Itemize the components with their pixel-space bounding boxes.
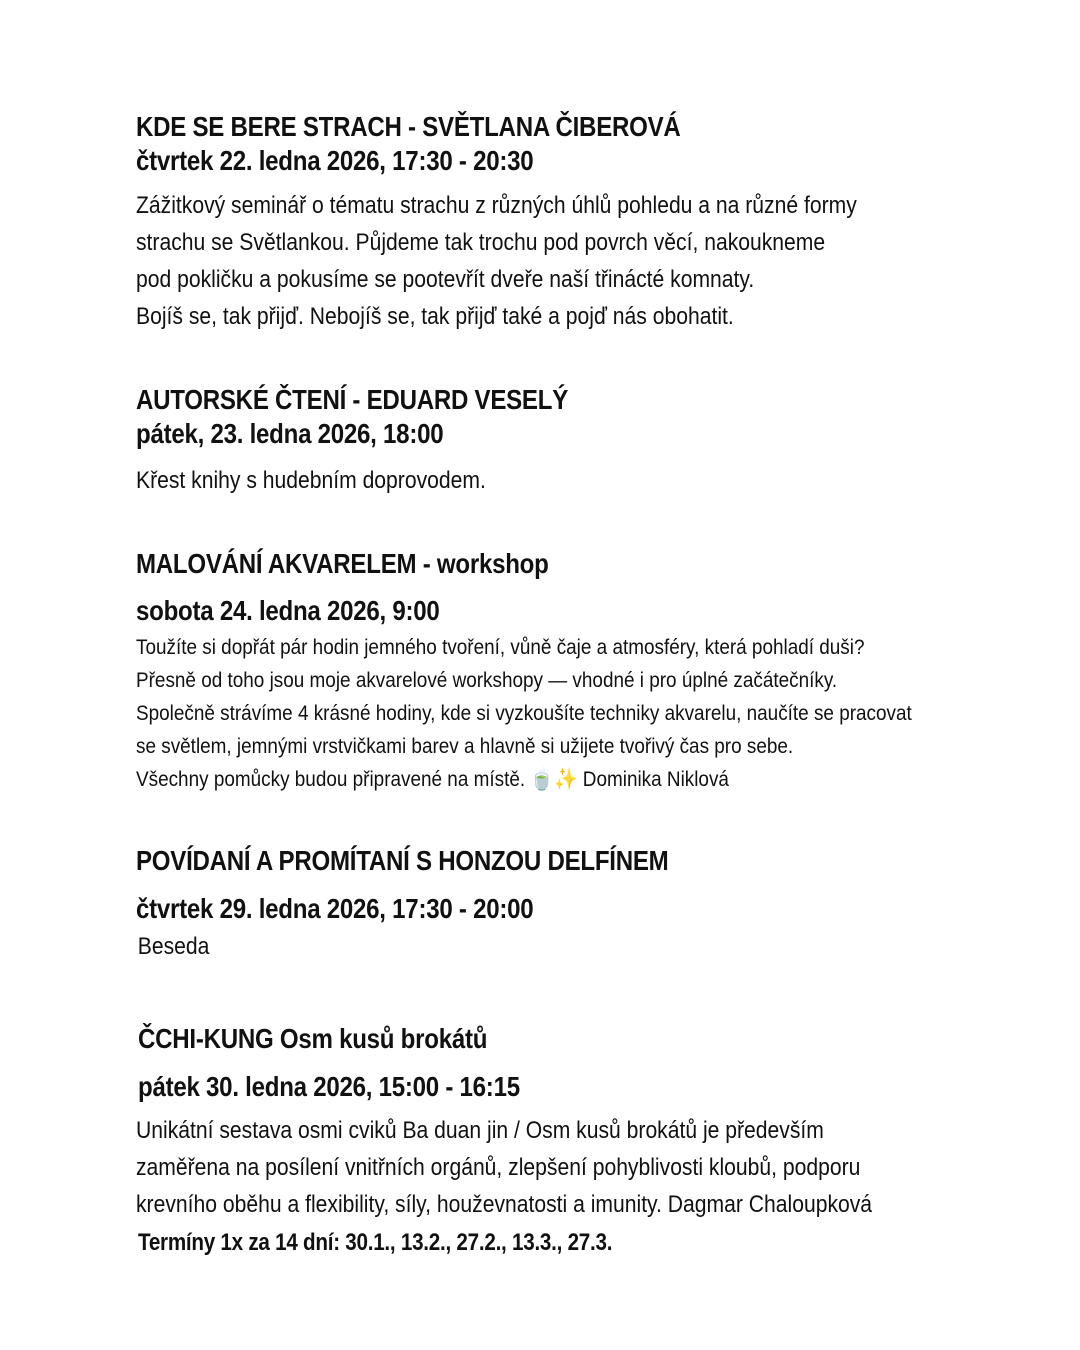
- event-date: čtvrtek 29. ledna 2026, 17:30 - 20:00: [136, 893, 534, 924]
- description-line: strachu se Světlankou. Půjdeme tak trochu pod povrch věcí, nakoukneme: [136, 229, 826, 256]
- author-name: Dominika Niklová: [582, 767, 729, 791]
- event-description: [136, 462, 1016, 499]
- event-title: ČCHI-KUNG Osm kusů brokátů: [138, 1023, 488, 1054]
- description-line: Přesně od toho jsou moje akvarelové workshopy — vhodné i pro úplné začátečníky.: [136, 668, 838, 692]
- event-date: sobota 24. ledna 2026, 9:00: [136, 595, 440, 626]
- event-description: [136, 1112, 1016, 1223]
- event-qigong: [138, 1022, 1038, 1260]
- event-date: čtvrtek 22. ledna 2026, 17:30 - 20:30: [136, 145, 534, 176]
- description-text: Všechny pomůcky budou připravené na místě.: [136, 767, 526, 791]
- description-line: Unikátní sestava osmi cviků Ba duan jin / Osm kusů brokátů je především: [136, 1117, 824, 1144]
- event-author-reading: [136, 383, 1036, 499]
- event-date: pátek 30. ledna 2026, 15:00 - 16:15: [138, 1071, 520, 1102]
- description-line: krevního oběhu a flexibility, síly, houževnatosti a imunity. Dagmar Chaloupková: [136, 1191, 873, 1218]
- event-title: POVÍDANÍ A PROMÍTANÍ S HONZOU DELFÍNEM: [136, 845, 669, 876]
- event-schedule-note: Termíny 1x za 14 dní: 30.1., 13.2., 27.2., 13.3., 27.3.: [138, 1229, 613, 1256]
- event-talk-screening: [136, 844, 1036, 965]
- event-description: [136, 631, 1016, 796]
- description-line: Zážitkový seminář o tématu strachu z různých úhlů pohledu a na různé formy: [136, 192, 857, 219]
- event-title: KDE SE BERE STRACH - SVĚTLANA ČIBEROVÁ: [136, 111, 681, 142]
- description-line: Toužíte si dopřát pár hodin jemného tvoření, vůně čaje a atmosféry, která pohladí duši?: [136, 635, 865, 659]
- event-date: pátek, 23. ledna 2026, 18:00: [136, 418, 444, 449]
- event-watercolor-workshop: [136, 547, 1036, 796]
- event-title: MALOVÁNÍ AKVARELEM - workshop: [136, 548, 549, 579]
- description-line: Křest knihy s hudebním doprovodem.: [136, 467, 486, 494]
- description-line: Společně strávíme 4 krásné hodiny, kde si vyzkoušíte techniky akvarelu, naučíte se pracovat: [136, 701, 912, 725]
- tea-sparkles-icon: 🍵✨: [530, 767, 578, 792]
- event-description: [136, 187, 1016, 335]
- event-fear-seminar: [136, 110, 1036, 335]
- event-title: AUTORSKÉ ČTENÍ - EDUARD VESELÝ: [136, 384, 569, 415]
- description-line: pod pokličku a pokusíme se pootevřít dveře naší třinácté komnaty.: [136, 266, 755, 293]
- description-line-last: [136, 763, 1016, 796]
- description-line: zaměřena na posílení vnitřních orgánů, zlepšení pohyblivosti kloubů, podporu: [136, 1154, 861, 1181]
- description-line: se světlem, jemnými vrstvičkami barev a hlavně si užijete tvořivý čas pro sebe.: [136, 734, 794, 758]
- description-line: Beseda: [137, 933, 210, 960]
- event-description: [136, 928, 1018, 965]
- description-line: Bojíš se, tak přijď. Nebojíš se, tak přijď také a pojď nás obohatit.: [136, 303, 734, 330]
